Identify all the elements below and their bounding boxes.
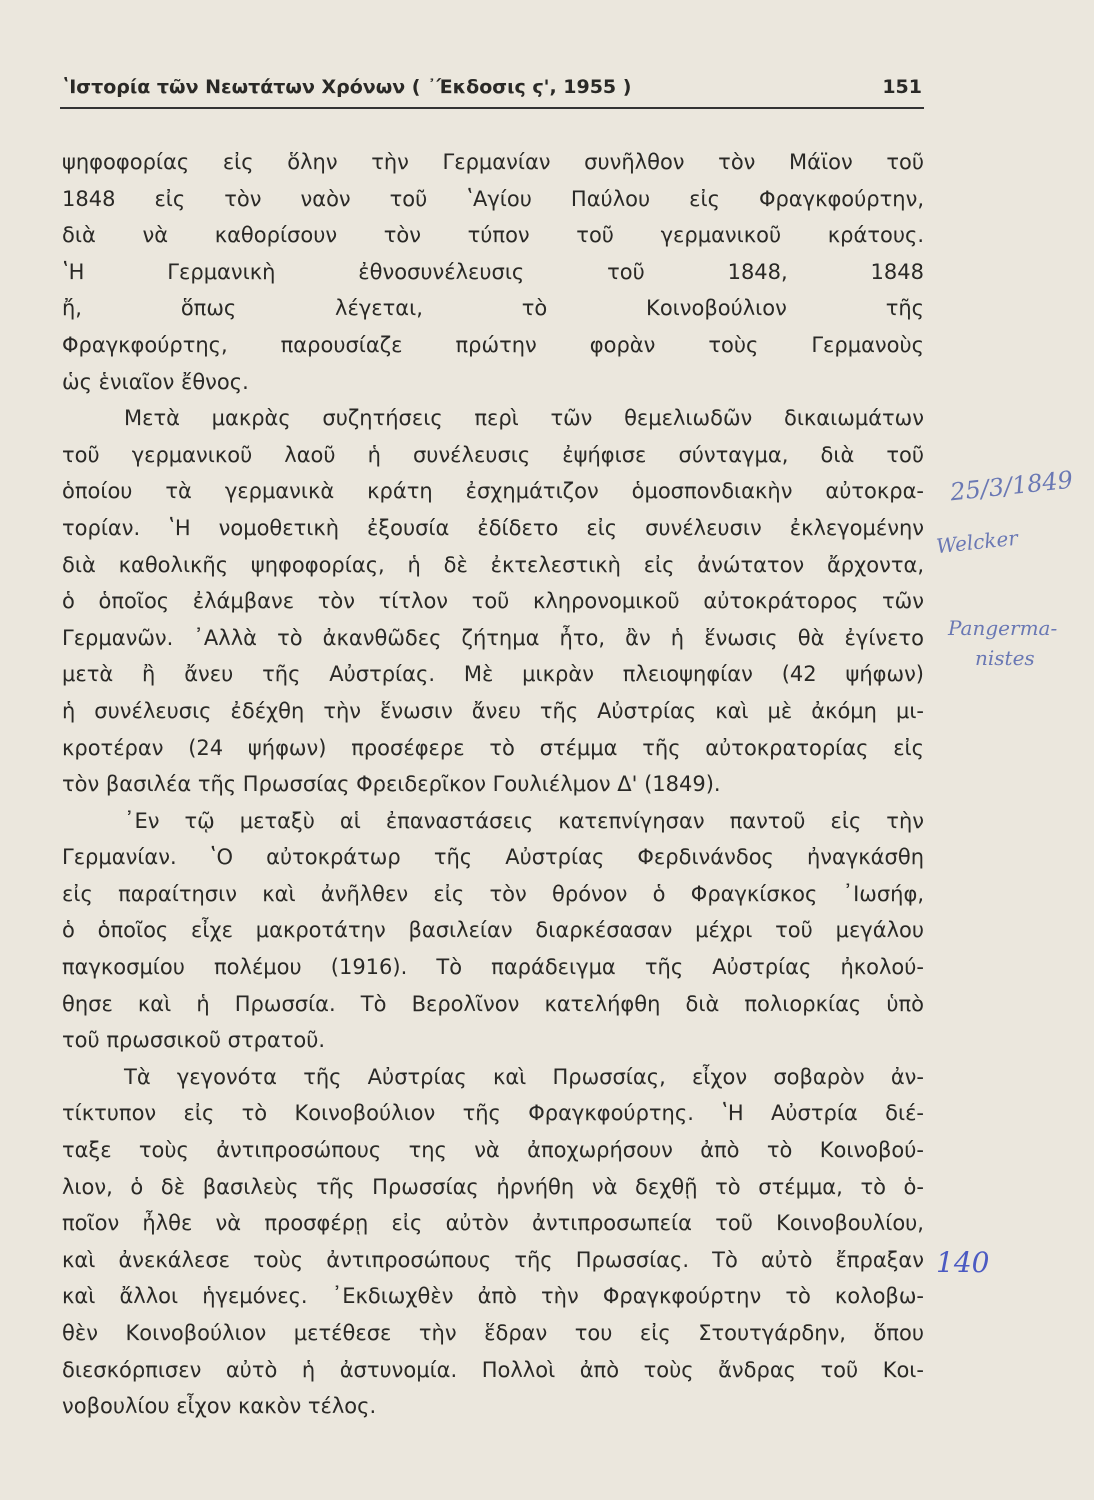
text-line: καὶ ἀνεκάλεσε τοὺς ἀντιπροσώπους τῆς Πρωσσίας. Τὸ αὐτὸ ἔπραξαν	[62, 1247, 924, 1272]
text-line: διὰ καθολικῆς ψηφοφορίας, ἡ δὲ ἐκτελεστικὴ εἰς ἀνώτατον ἄρχοντα,	[62, 552, 924, 577]
text-line: ψηφοφορίας εἰς ὅλην τὴν Γερμανίαν συνῆλθον τὸν Μάϊον τοῦ	[62, 150, 924, 174]
running-header	[62, 76, 922, 104]
text-line: καὶ ἄλλοι ἡγεμόνες. ᾿Εκδιωχθὲν ἀπὸ τὴν Φραγκφούρτην τὸ κολοβω-	[62, 1284, 924, 1309]
text-line: ὡς ἑνιαῖον ἔθνος.	[62, 369, 249, 394]
running-title: ʽΙστορία τῶν Νεωτάτων Χρόνων ( ᾿Έκδοσις ϛ', 1955 )	[62, 76, 632, 98]
text-line: παγκοσμίου πολέμου (1916). Τὸ παράδειγμα τῆς Αὐστρίας ἠκολού-	[62, 955, 924, 980]
text-line: ταξε τοὺς ἀντιπροσώπους της νὰ ἀποχωρήσουν ἀπὸ τὸ Κοινοβού-	[62, 1138, 924, 1163]
margin-note-name: Welcker	[934, 525, 1019, 559]
text-line: ʽΗ Γερμανικὴ ἐθνοσυνέλευσις τοῦ 1848, 1848	[62, 259, 924, 284]
text-line: Γερμανῶν. ᾿Αλλὰ τὸ ἀκανθῶδες ζήτημα ἦτο, ἂν ἡ ἕνωσις θὰ ἐγίνετο	[62, 625, 924, 650]
text-line: ὁ ὁποῖος εἶχε μακροτάτην βασιλείαν διαρκέσασαν μέχρι τοῦ μεγάλου	[62, 918, 924, 943]
header-rule	[60, 107, 924, 109]
text-line: εἰς παραίτησιν καὶ ἀνῆλθεν εἰς τὸν θρόνον ὁ Φραγκίσκος ᾿Ιωσήφ,	[62, 881, 924, 906]
text-line: θησε καὶ ἡ Πρωσσία. Τὸ Βερολῖνον κατελήφθη διὰ πολιορκίας ὑπὸ	[62, 991, 924, 1016]
body-text	[62, 144, 924, 1425]
text-line: τίκτυπον εἰς τὸ Κοινοβούλιον τῆς Φραγκφούρτης. ʽΗ Αὐστρία διέ-	[62, 1101, 924, 1126]
text-line: διεσκόρπισεν αὐτὸ ἡ ἀστυνομία. Πολλοὶ ἀπὸ τοὺς ἄνδρας τοῦ Κοι-	[62, 1357, 924, 1382]
text-line: 1848 εἰς τὸν ναὸν τοῦ ʽΑγίου Παύλου εἰς Φραγκφούρτην,	[62, 186, 924, 211]
margin-note-word: nistes	[975, 646, 1035, 670]
text-line: διὰ νὰ καθορίσουν τὸν τύπον τοῦ γερμανικοῦ κράτους.	[62, 223, 924, 248]
text-line: Μετὰ μακρὰς συζητήσεις περὶ τῶν θεμελιωδῶν δικαιωμάτων	[124, 406, 924, 431]
text-line: τοῦ γερμανικοῦ λαοῦ ἡ συνέλευσις ἐψήφισε σύνταγμα, διὰ τοῦ	[62, 442, 924, 467]
text-line: θὲν Κοινοβούλιον μετέθεσε τὴν ἕδραν του εἰς Στουτγάρδην, ὅπου	[62, 1321, 924, 1345]
text-line: ὁποίου τὰ γερμανικὰ κράτη ἐσχημάτιζον ὁμοσπονδιακὴν αὐτοκρα-	[62, 479, 924, 504]
text-line: λιον, ὁ δὲ βασιλεὺς τῆς Πρωσσίας ἠρνήθη νὰ δεχθῇ τὸ στέμμα, τὸ ὁ-	[62, 1174, 924, 1199]
margin-note-word: Pangerma-	[948, 616, 1058, 640]
text-line: Τὰ γεγονότα τῆς Αὐστρίας καὶ Πρωσσίας, εἶχον σοβαρὸν ἀν-	[124, 1064, 924, 1089]
text-line: τὸν βασιλέα τῆς Πρωσσίας Φρειδερῖκον Γουλιέλμον Δ' (1849).	[62, 772, 721, 797]
text-line: κροτέραν (24 ψήφων) προσέφερε τὸ στέμμα τῆς αὐτοκρατορίας εἰς	[62, 735, 924, 760]
text-line: ἡ συνέλευσις ἐδέχθη τὴν ἕνωσιν ἄνευ τῆς Αὐστρίας καὶ μὲ ἀκόμη μι-	[62, 698, 924, 723]
margin-note-date: 25/3/1849	[948, 465, 1075, 507]
margin-note-page-ref: 140	[936, 1246, 990, 1279]
text-line: ποῖον ἦλθε νὰ προσφέρῃ εἰς αὐτὸν ἀντιπροσωπεία τοῦ Κοινοβουλίου,	[62, 1211, 924, 1236]
text-line: ἤ, ὅπως λέγεται, τὸ Κοινοβούλιον τῆς	[62, 296, 924, 321]
text-line: τορίαν. ʽΗ νομοθετικὴ ἐξουσία ἐδίδετο εἰς συνέλευσιν ἐκλεγομένην	[62, 515, 924, 540]
text-line: Φραγκφούρτης, παρουσίαζε πρώτην φορὰν τοὺς Γερμανοὺς	[62, 332, 924, 357]
page-number: 151	[882, 76, 922, 98]
text-line: νοβουλίου εἶχον κακὸν τέλος.	[62, 1394, 377, 1419]
text-line: ὁ ὁποῖος ἐλάμβανε τὸν τίτλον τοῦ κληρονομικοῦ αὐτοκράτορος τῶν	[62, 589, 924, 614]
text-line: ᾿Εν τῷ μεταξὺ αἱ ἐπαναστάσεις κατεπνίγησαν παντοῦ εἰς τὴν	[124, 808, 924, 833]
text-line: μετὰ ἢ ἄνευ τῆς Αὐστρίας. Μὲ μικρὰν πλειοψηφίαν (42 ψήφων)	[62, 662, 924, 687]
text-line: τοῦ πρωσσικοῦ στρατοῦ.	[62, 1028, 326, 1053]
text-line: Γερμανίαν. ʽΟ αὐτοκράτωρ τῆς Αὐστρίας Φερδινάνδος ἠναγκάσθη	[62, 845, 924, 870]
